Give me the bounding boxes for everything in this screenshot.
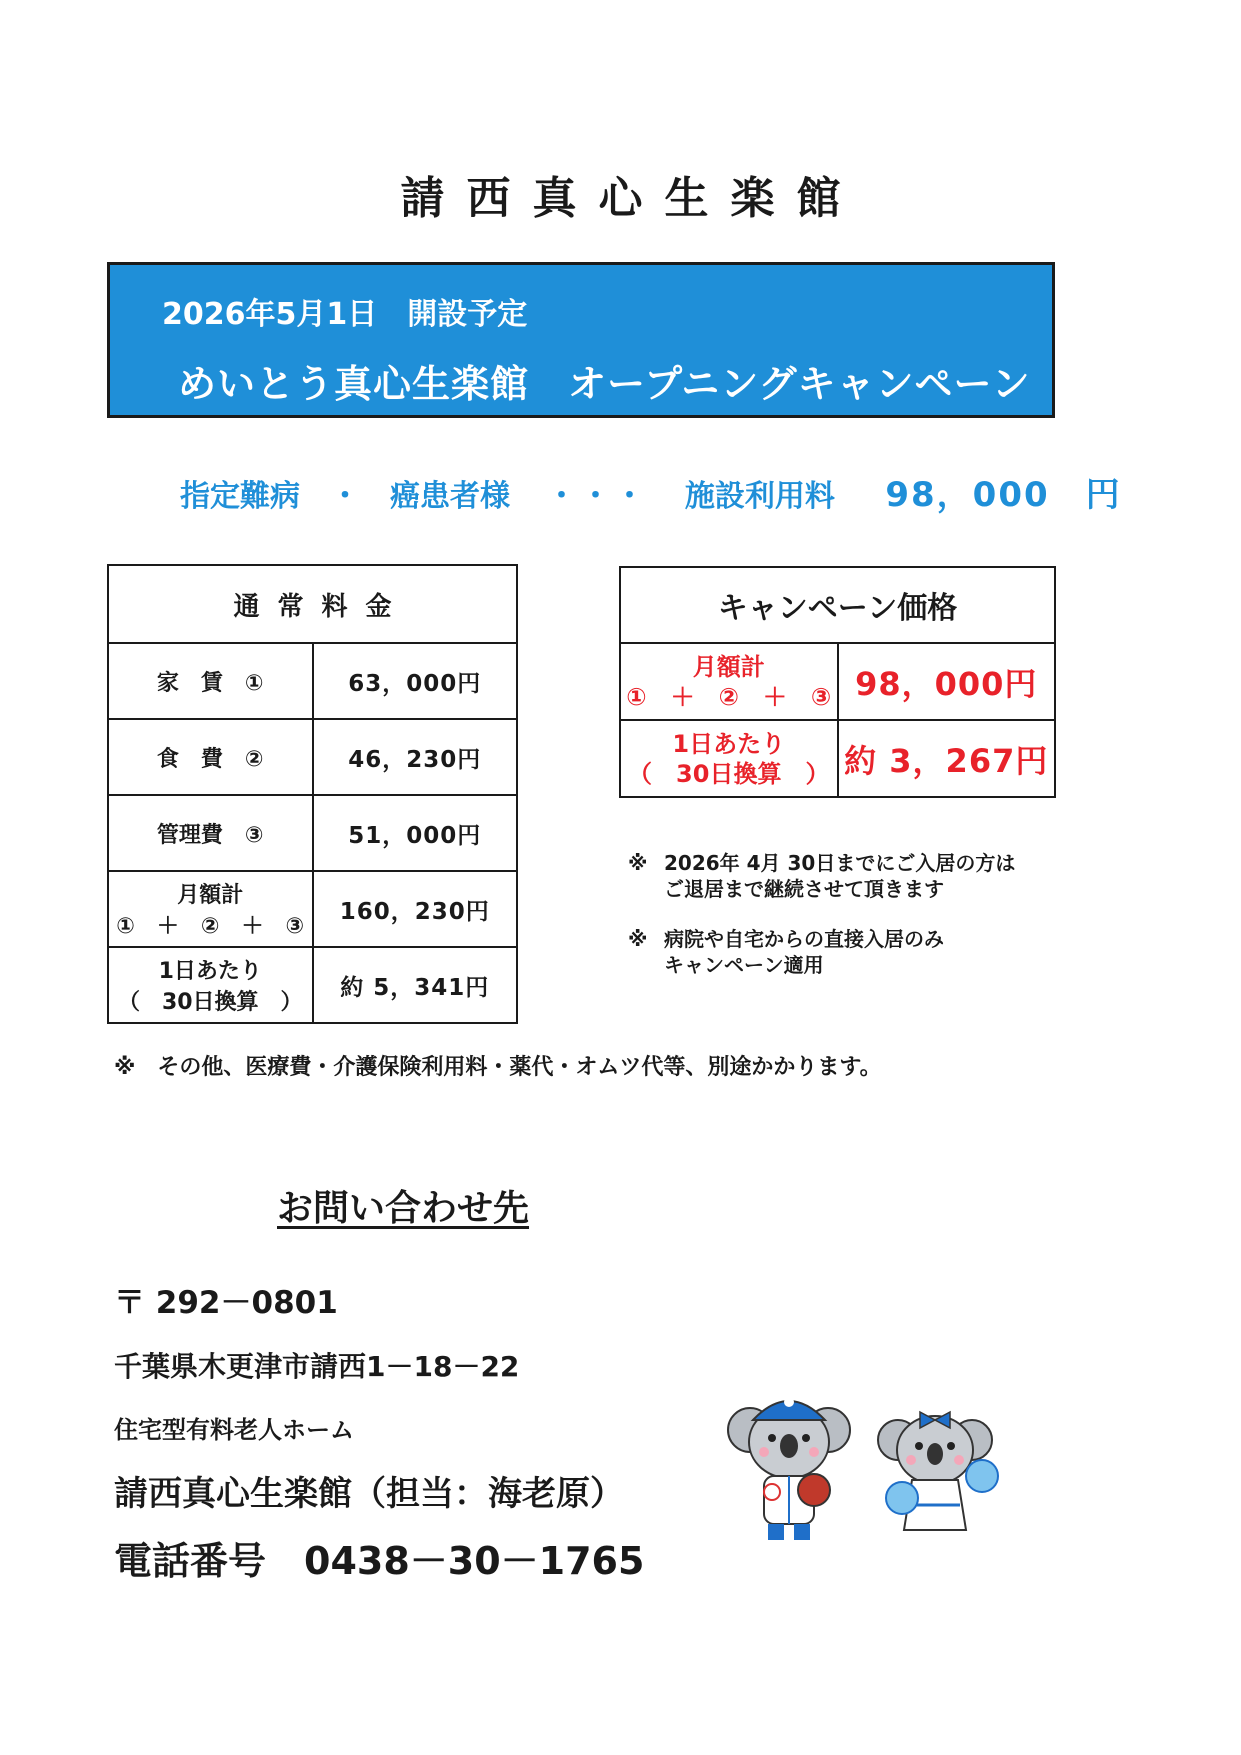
address: 千葉県木更津市請西1－18－22 (114, 1350, 520, 1383)
note-mark: ※ (628, 927, 648, 951)
monthly-total-value: 160，230円 (313, 871, 518, 947)
monthly-total-title: 月額計 (177, 883, 244, 908)
table-row (108, 795, 517, 871)
campaign-daily-label (620, 720, 838, 797)
note-line: キャンペーン適用 (664, 953, 824, 977)
note-mark: ※ (628, 851, 648, 875)
note-line: 2026年 4月 30日までにご入居の方は (664, 851, 1016, 875)
campaign-monthly-title: 月額計 (692, 652, 765, 681)
food-label: 食 費 ② (108, 719, 313, 795)
campaign-monthly-label (620, 643, 838, 720)
koala-baseball-mascot (728, 1397, 850, 1540)
table-row (108, 871, 517, 947)
daily-rate-label (108, 947, 313, 1023)
table-row (620, 643, 1055, 720)
campaign-daily-value: 約 3，267円 (838, 720, 1056, 797)
management-value: 51，000円 (313, 795, 518, 871)
note-line: ご退居まで継続させて頂きます (664, 877, 944, 901)
daily-rate-title: 1日あたり (158, 959, 262, 984)
food-value: 46，230円 (313, 719, 518, 795)
campaign-daily-basis: （ 30日換算 ） (628, 759, 830, 788)
rent-label: 家 賃 ① (108, 643, 313, 719)
campaign-monthly-formula: ① ＋ ② ＋ ③ (626, 682, 832, 711)
normal-fee-header: 通常料金 (108, 565, 517, 643)
page-title: 請西真心生楽館 (400, 173, 863, 224)
table-row (108, 947, 517, 1023)
note-line: 病院や自宅からの直接入居のみ (664, 927, 944, 951)
phone-number: 電話番号 0438－30－1765 (114, 1539, 645, 1583)
koala-cheerleader-mascot (878, 1412, 998, 1530)
facility-fee-line (180, 467, 1122, 516)
daily-rate-value: 約 5，341円 (313, 947, 518, 1023)
contact-heading: お問い合わせ先 (277, 1188, 530, 1229)
campaign-banner (107, 262, 1055, 418)
opening-date: 2026年5月1日 開設予定 (162, 297, 528, 332)
management-label: 管理費 ③ (108, 795, 313, 871)
monthly-total-formula: ① ＋ ② ＋ ③ (116, 914, 305, 939)
table-row (108, 719, 517, 795)
table-row (108, 643, 517, 719)
campaign-monthly-value: 98，000円 (838, 643, 1056, 720)
fee-label: 施設利用料 (684, 479, 835, 514)
fee-amount: 98，000 円 (885, 475, 1122, 515)
campaign-daily-title: 1日あたり (672, 729, 786, 758)
postal-code: 〒 292－0801 (114, 1285, 338, 1321)
daily-rate-basis: （ 30日換算 ） (117, 990, 303, 1015)
facility-name: 請西真心生楽館（担当：海老原） (114, 1474, 624, 1514)
table-row (620, 720, 1055, 797)
fee-category: 指定難病 ・ 癌患者様 (180, 479, 510, 514)
campaign-title: めいとう真心生楽館 オープニングキャンペーン (178, 362, 1031, 406)
other-costs-note: ※ その他、医療費・介護保険利用料・薬代・オムツ代等、別途かかります。 (114, 1055, 882, 1080)
normal-fee-table (107, 564, 518, 1024)
rent-value: 63，000円 (313, 643, 518, 719)
campaign-price-header: キャンペーン価格 (620, 567, 1055, 643)
campaign-price-table (619, 566, 1056, 798)
fee-separator: ・・・ (546, 479, 649, 514)
koala-mascots-illustration (720, 1380, 1020, 1550)
monthly-total-label (108, 871, 313, 947)
facility-type: 住宅型有料老人ホーム (114, 1416, 354, 1444)
